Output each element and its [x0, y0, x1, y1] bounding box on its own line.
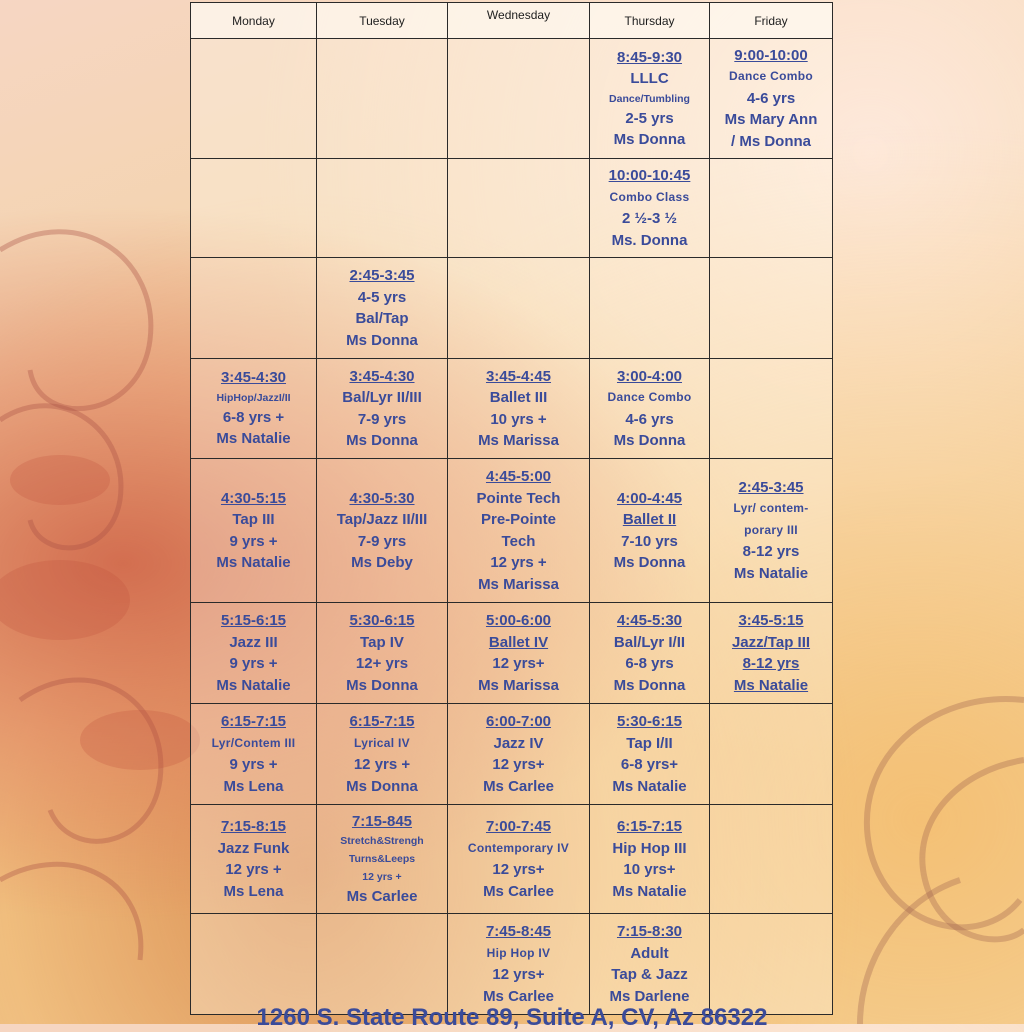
class-cell-wednesday [448, 359, 590, 459]
class-cell-friday [710, 258, 833, 359]
class-cell-wednesday [448, 39, 590, 159]
class-entry [592, 47, 707, 151]
class-detail-line: 2 ½-3 ½ [621, 210, 678, 227]
class-detail-line: Bal/Lyr I/II [613, 633, 686, 651]
class-detail-line: Tap/Jazz II/III [336, 511, 428, 528]
class-time: 9:00-10:00 [734, 46, 808, 64]
class-detail-line: LLLC [630, 70, 669, 87]
class-cell-monday [191, 258, 317, 359]
class-cell-monday [191, 603, 317, 704]
class-entry [712, 610, 830, 696]
class-detail-line: Ballet III [489, 389, 548, 406]
class-detail-line: Ballet IV [488, 633, 549, 651]
class-time: 5:30-6:15 [349, 612, 415, 629]
class-time: 5:15-6:15 [220, 612, 287, 629]
class-cell-friday [710, 914, 833, 1015]
class-detail-line: Ms Darlene [609, 987, 690, 1005]
class-time: 6:15-7:15 [616, 818, 683, 835]
class-cell-monday [191, 805, 317, 914]
class-time: 3:45-4:30 [220, 369, 287, 387]
class-detail-line: Ms Carlee [483, 987, 554, 1005]
class-detail-line: Jazz/Tap III [731, 633, 811, 651]
class-detail-line: Hip Hop III [612, 839, 687, 857]
class-time: 4:45-5:00 [485, 468, 552, 485]
class-cell-thursday [590, 459, 710, 603]
schedule-row [191, 159, 833, 258]
class-detail-line: 2-5 yrs [625, 109, 674, 127]
class-detail-line: 6-8 yrs + [222, 408, 285, 426]
class-detail-line: 12 yrs + [362, 871, 402, 883]
class-time: 5:30-6:15 [616, 713, 683, 730]
schedule-row [191, 914, 833, 1015]
class-cell-wednesday [448, 914, 590, 1015]
class-detail-line: Ms Lena [223, 882, 284, 900]
schedule-row [191, 603, 833, 704]
class-detail-line: Ms Marissa [478, 676, 559, 694]
class-detail-line: Ms Natalie [612, 777, 687, 795]
class-detail-line: Contemporary IV [467, 840, 570, 855]
class-detail-line: Ms Marissa [478, 432, 559, 449]
class-cell-monday [191, 39, 317, 159]
class-entry [712, 477, 830, 585]
class-cell-wednesday [448, 159, 590, 258]
class-entry [450, 366, 587, 452]
class-detail-line: Lyr/ contem- [733, 501, 809, 516]
class-detail-line: Ms Deby [351, 554, 413, 571]
class-detail-line: Turns&Leeps [348, 853, 416, 865]
class-detail-line: 12 yrs+ [492, 655, 545, 672]
class-entry [193, 488, 314, 574]
class-cell-thursday [590, 914, 710, 1015]
schedule-row [191, 459, 833, 603]
class-detail-line: 12 yrs + [225, 861, 282, 878]
class-detail-line: 12 yrs + [490, 554, 547, 571]
class-detail-line: Ms. Donna [611, 231, 688, 249]
class-cell-friday [710, 603, 833, 704]
class-detail-line: 6-8 yrs+ [620, 756, 679, 773]
class-cell-friday [710, 159, 833, 258]
class-detail-line: HipHop/JazzI/II [216, 391, 291, 404]
class-detail-line: Ms Donna [613, 131, 686, 148]
class-time: 10:00-10:45 [608, 167, 691, 184]
class-cell-tuesday [317, 39, 448, 159]
class-detail-line: Tech [501, 532, 536, 550]
class-time: 2:45-3:45 [738, 478, 804, 496]
class-detail-line: Jazz III [229, 633, 278, 651]
class-detail-line: Hip Hop IV [486, 945, 551, 960]
class-detail-line: Bal/Tap [355, 310, 409, 327]
class-detail-line: Ms Carlee [483, 777, 554, 795]
class-detail-line: Pointe Tech [476, 489, 561, 507]
class-entry [319, 711, 445, 797]
class-cell-tuesday [317, 459, 448, 603]
class-cell-monday [191, 914, 317, 1015]
class-time: 3:45-5:15 [738, 612, 804, 629]
class-time: 3:45-4:45 [485, 367, 552, 385]
class-entry [319, 265, 445, 351]
class-entry [319, 610, 445, 696]
class-detail-line: Ms Natalie [216, 430, 291, 448]
class-cell-friday [710, 805, 833, 914]
class-cell-tuesday [317, 159, 448, 258]
class-cell-wednesday [448, 258, 590, 359]
class-cell-thursday [590, 258, 710, 359]
class-entry [319, 366, 445, 452]
class-cell-friday [710, 39, 833, 159]
class-detail-line: Dance Combo [729, 69, 813, 84]
class-entry [450, 816, 587, 902]
class-entry [592, 610, 707, 696]
class-cell-thursday [590, 159, 710, 258]
day-header-tuesday: Tuesday [317, 3, 448, 39]
class-cell-friday [710, 459, 833, 603]
class-time: 2:45-3:45 [349, 267, 415, 284]
class-detail-line: Ms Donna [346, 777, 418, 795]
class-detail-line: Stretch&Strengh [340, 835, 424, 847]
class-detail-line: Ms Donna [613, 554, 686, 571]
class-detail-line: 10 yrs + [490, 410, 547, 428]
class-detail-line: Lyrical IV [354, 735, 410, 750]
class-time: 6:15-7:15 [349, 713, 415, 730]
class-cell-thursday [590, 39, 710, 159]
class-detail-line: 12+ yrs [355, 655, 409, 672]
schedule-row [191, 805, 833, 914]
class-detail-line: Ballet II [622, 511, 677, 528]
class-schedule-table [190, 2, 833, 1015]
class-cell-tuesday [317, 258, 448, 359]
schedule-row [191, 704, 833, 805]
class-detail-line: Ms Donna [613, 676, 686, 694]
class-detail-line: Ms Mary Ann [724, 111, 818, 129]
class-time: 7:15-845 [351, 812, 413, 830]
class-detail-line: porary III [744, 522, 798, 537]
class-time: 6:00-7:00 [485, 713, 552, 730]
class-cell-tuesday [317, 914, 448, 1015]
class-entry [592, 488, 707, 574]
class-time: 4:30-5:15 [220, 489, 287, 507]
class-entry [592, 366, 707, 452]
class-entry [712, 45, 830, 153]
class-detail-line: Tap III [232, 511, 275, 528]
class-time: 4:45-5:30 [616, 612, 683, 629]
class-detail-line: 9 yrs + [229, 655, 278, 672]
class-time: 7:00-7:45 [485, 818, 552, 835]
class-detail-line: Ms Natalie [733, 564, 809, 582]
class-cell-wednesday [448, 459, 590, 603]
schedule-row [191, 359, 833, 459]
class-cell-wednesday [448, 603, 590, 704]
class-entry [450, 466, 587, 595]
class-detail-line: Dance/Tumbling [609, 92, 690, 105]
day-header-friday: Friday [710, 3, 833, 39]
class-detail-line: Bal/Lyr II/III [342, 389, 422, 406]
class-time: 7:45-8:45 [485, 923, 552, 940]
class-detail-line: Ms Marissa [478, 575, 559, 593]
class-detail-line: Lyr/Contem III [211, 735, 296, 750]
class-cell-thursday [590, 805, 710, 914]
class-cell-friday [710, 704, 833, 805]
class-detail-line: 4-6 yrs [746, 89, 796, 107]
class-cell-wednesday [448, 704, 590, 805]
day-header-wednesday: Wednesday [448, 3, 590, 39]
class-entry [193, 610, 314, 696]
class-detail-line: 4-6 yrs [625, 410, 674, 428]
class-cell-thursday [590, 704, 710, 805]
class-cell-wednesday [448, 805, 590, 914]
class-cell-tuesday [317, 805, 448, 914]
class-entry [319, 811, 445, 908]
class-detail-line: 7-9 yrs [357, 532, 407, 550]
class-detail-line: Dance Combo [607, 390, 692, 404]
class-detail-line: Tap IV [360, 633, 404, 651]
class-detail-line: 8-12 yrs [742, 655, 800, 672]
studio-address: 1260 S. State Route 89, Suite A, CV, Az 86322 [256, 1004, 768, 1031]
class-detail-line: 12 yrs+ [492, 756, 545, 773]
class-detail-line: 9 yrs + [229, 756, 278, 773]
class-cell-monday [191, 459, 317, 603]
class-detail-line: Ms Carlee [346, 888, 418, 905]
schedule-row [191, 258, 833, 359]
class-entry [193, 711, 314, 797]
class-entry [592, 711, 707, 797]
class-cell-thursday [590, 359, 710, 459]
class-detail-line: Jazz Funk [217, 839, 290, 857]
class-detail-line: 10 yrs+ [623, 861, 676, 878]
class-cell-thursday [590, 603, 710, 704]
class-detail-line: Ms Natalie [612, 882, 687, 900]
class-detail-line: Combo Class [609, 189, 690, 204]
class-detail-line: Ms Donna [613, 432, 686, 449]
class-cell-monday [191, 704, 317, 805]
class-time: 4:00-4:45 [616, 489, 683, 507]
class-detail-line: Tap I/II [626, 734, 673, 752]
class-detail-line: Ms Carlee [483, 882, 554, 900]
class-cell-tuesday [317, 603, 448, 704]
class-entry [592, 165, 707, 251]
class-cell-tuesday [317, 704, 448, 805]
class-cell-monday [191, 159, 317, 258]
class-time: 7:15-8:30 [616, 923, 683, 940]
class-time: 6:15-7:15 [220, 713, 287, 730]
class-detail-line: 7-9 yrs [357, 410, 407, 428]
class-detail-line: Ms Donna [346, 676, 418, 694]
class-time: 8:45-9:30 [616, 48, 683, 66]
class-detail-line: 7-10 yrs [621, 532, 678, 550]
class-time: 3:45-4:30 [349, 367, 415, 385]
class-detail-line: 12 yrs+ [492, 861, 545, 878]
class-detail-line: Ms Natalie [733, 676, 809, 694]
class-detail-line: Ms Donna [346, 432, 418, 449]
class-detail-line: 12 yrs+ [492, 966, 545, 983]
class-time: 3:00-4:00 [616, 367, 683, 385]
class-cell-tuesday [317, 359, 448, 459]
class-detail-line: Tap & Jazz [611, 966, 688, 983]
day-header-monday: Monday [191, 3, 317, 39]
class-detail-line: 9 yrs + [229, 532, 278, 550]
day-header-thursday: Thursday [590, 3, 710, 39]
class-entry [450, 921, 587, 1007]
class-detail-line: Ms Donna [346, 331, 418, 349]
class-detail-line: Adult [630, 944, 669, 962]
class-detail-line: 6-8 yrs [625, 655, 674, 672]
class-entry [319, 488, 445, 574]
class-detail-line: Ms Natalie [216, 676, 291, 694]
class-entry [592, 921, 707, 1007]
class-detail-line: Jazz IV [493, 734, 544, 752]
class-detail-line: 4-5 yrs [357, 288, 407, 306]
class-detail-line: Ms Natalie [216, 554, 291, 571]
class-detail-line: Ms Lena [223, 777, 284, 795]
day-header-row [191, 3, 833, 39]
schedule-row [191, 39, 833, 159]
schedule-body [191, 39, 833, 1015]
class-time: 4:30-5:30 [349, 489, 415, 507]
class-detail-line: 12 yrs + [353, 756, 411, 773]
class-entry [193, 367, 314, 450]
class-entry [592, 816, 707, 902]
class-entry [193, 816, 314, 902]
class-entry [450, 711, 587, 797]
class-cell-monday [191, 359, 317, 459]
class-time: 5:00-6:00 [485, 612, 552, 629]
class-time: 7:15-8:15 [220, 818, 287, 835]
class-detail-line: 8-12 yrs [742, 543, 800, 561]
class-cell-friday [710, 359, 833, 459]
class-detail-line: Pre-Pointe [480, 511, 556, 528]
class-entry [450, 610, 587, 696]
class-detail-line: / Ms Donna [730, 132, 811, 150]
